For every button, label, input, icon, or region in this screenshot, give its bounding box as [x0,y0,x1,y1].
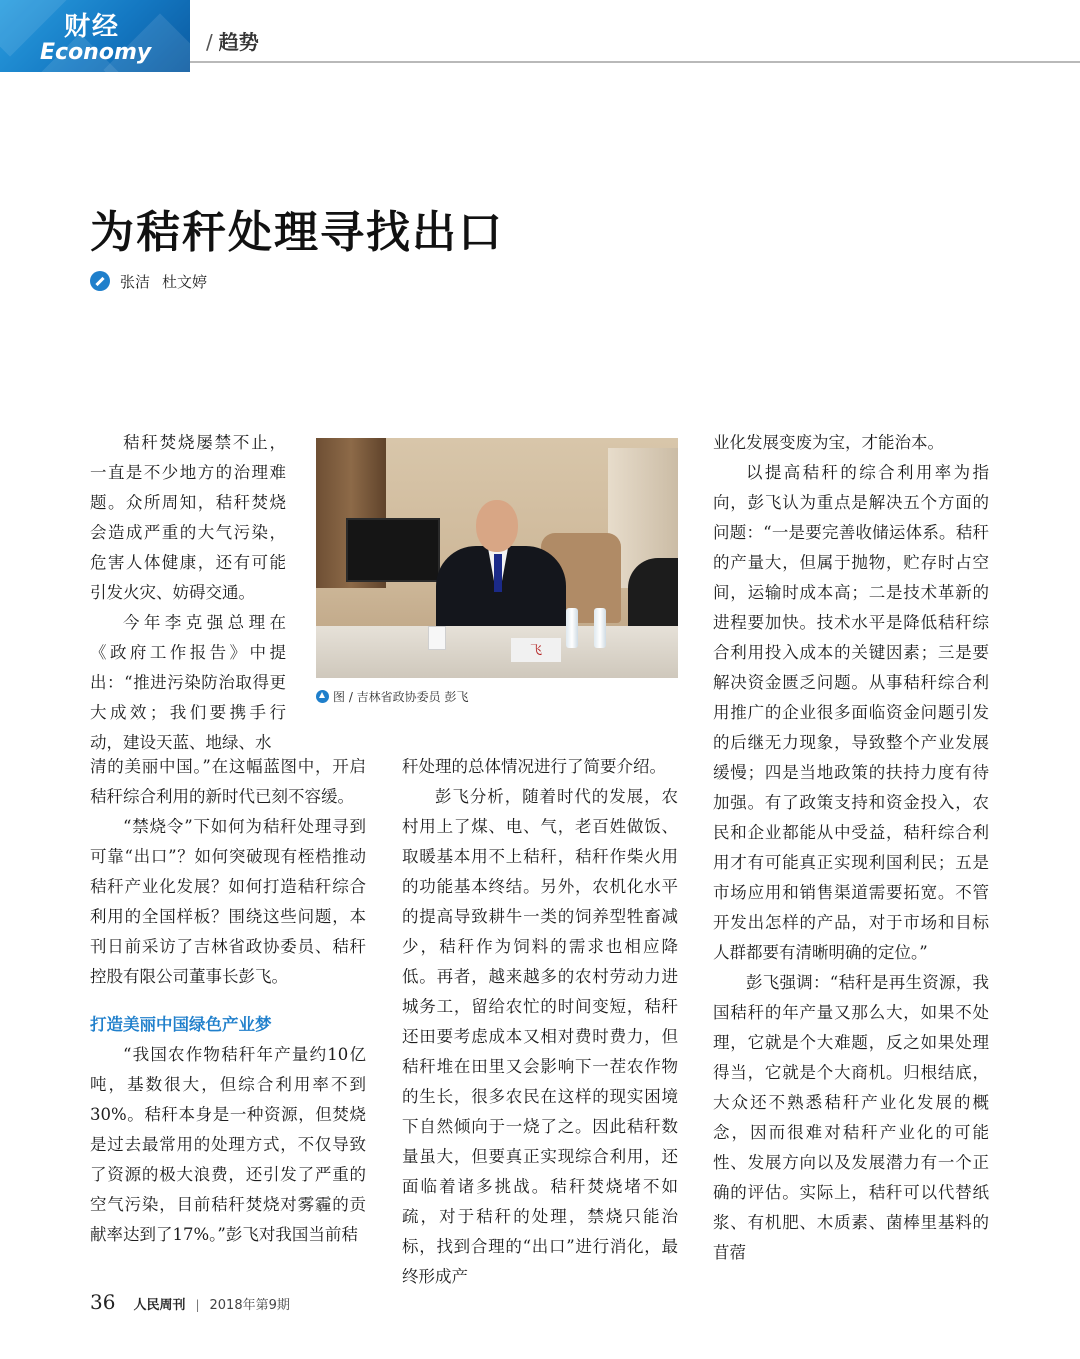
magazine-name: 人民周刊 [133,1298,186,1313]
section-title-en: Economy [40,40,152,65]
arrow-up-icon [316,690,329,703]
nameplate: 飞 [511,638,561,662]
author-name: 杜文婷 [162,272,208,291]
column-1-bottom [90,752,366,1250]
page-number: 36 [90,1290,116,1314]
column-2 [402,752,678,1292]
footer-separator: | [195,1298,200,1312]
page-footer [90,1290,290,1314]
byline [90,268,207,294]
pen-icon [90,271,110,291]
column-3 [713,428,989,1268]
section-badge [0,0,190,72]
subsection-label [206,26,259,55]
paragraph: 以提高秸秆的综合利用率为指向，彭飞认为重点是解决五个方面的问题：“一是要完善收储运体系。秸秆的产量大，但属于抛物，贮存时占空间，运输时成本高；二是技术革新的进程要加快。技术水平是降低秸秆综合利用投入成本的关键因素；三是要解决资金匮乏问题。从事秸秆综合利用推广的企业很多面临资金问题引发的后继无力现象，导致整个产业发展缓慢；四是当地政策的扶持力度有待加强。有了政策支持和资金投入，农民和企业都能从中受益，秸秆综合利用才有可能真正实现利国利民；五是市场应用和销售渠道需要拓宽。不管开发出怎样的产品，对于市场和目标人群都要有清晰明确的定位。” [713,463,989,962]
issue-label: 2018年第9期 [209,1298,290,1313]
paragraph-continued: 清的美丽中国。”在这幅蓝图中，开启秸秆综合利用的新时代已刻不容缓。 [90,757,366,806]
paragraph: 彭飞分析，随着时代的发展，农村用上了煤、电、气，老百姓做饭、取暖基本用不上秸秆，秸秆作柴火用的功能基本终结。另外，农机化水平的提高导致耕牛一类的饲养型牲畜减少，秸秆作为饲料的需求也相应降低。再者，越来越多的农村劳动力进城务工，留给农忙的时间变短，秸秆还田要考虑成本又相对费时费力，但秸秆堆在田里又会影响下一茬农作物的生长，很多农民在这样的现实困境下自然倾向于一烧了之。因此秸秆数量虽大，但要真正实现综合利用，还面临着诸多挑战。秸秆焚烧堵不如疏，对于秸秆的处理，禁烧只能治标，找到合理的“出口”进行消化，最终形成产 [402,787,678,1286]
article-title: 为秸秆处理寻找出口 [90,207,504,258]
column-1-top [90,428,286,758]
section-subheading: 打造美丽中国绿色产业梦 [90,1015,272,1034]
paragraph: “禁烧令”下如何为秸秆处理寻到可靠“出口”？如何突破现有桎梏推动秸秆产业化发展？如何打造秸秆综合利用的全国样板？围绕这些问题，本刊日前采访了吉林省政协委员、秸秆控股有限公司董事长彭飞。 [90,817,366,986]
paragraph: 今年李克强总理在《政府工作报告》中提出：“推进污染防治取得更大成效；我们要携手行动，建设天蓝、地绿、水 [90,613,286,752]
paragraph-continued: 业化发展变废为宝，才能治本。 [713,433,944,452]
subsection-slash: / [206,30,213,54]
caption-text: 图 / 吉林省政协委员 彭飞 [333,690,469,704]
header-divider [190,61,1080,63]
author-name: 张洁 [120,272,151,291]
photo-caption [316,688,469,705]
subsection-text: 趋势 [218,30,259,54]
section-title-cn: 财经 [64,12,121,42]
paragraph: “我国农作物秸秆年产量约10亿吨，基数很大，但综合利用率不到30%。秸秆本身是一种资源，但焚烧是过去最常用的处理方式，不仅导致了资源的极大浪费，还引发了严重的空气污染，目前秸秆焚烧对雾霾的贡献率达到了17%。”彭飞对我国当前秸 [90,1045,366,1244]
tv-screen [346,518,440,582]
paragraph: 秸秆焚烧屡禁不止，一直是不少地方的治理难题。众所周知，秸秆焚烧会造成严重的大气污染，危害人体健康，还有可能引发火灾、妨碍交通。 [90,433,286,602]
paragraph-continued: 秆处理的总体情况进行了简要介绍。 [402,757,666,776]
article-photo [316,438,678,678]
paragraph: 彭飞强调：“秸秆是再生资源，我国秸秆的年产量又那么大，如果不处理，它就是个大难题，反之如果处理得当，它就是个大商机。归根结底，大众还不熟悉秸秆产业化发展的概念，因而很难对秸秆产业化的可能性、发展方向以及发展潜力有一个正确的评估。实际上，秸秆可以代替纸浆、有机肥、木质素、菌棒里基料的苜蓿 [713,973,989,1262]
